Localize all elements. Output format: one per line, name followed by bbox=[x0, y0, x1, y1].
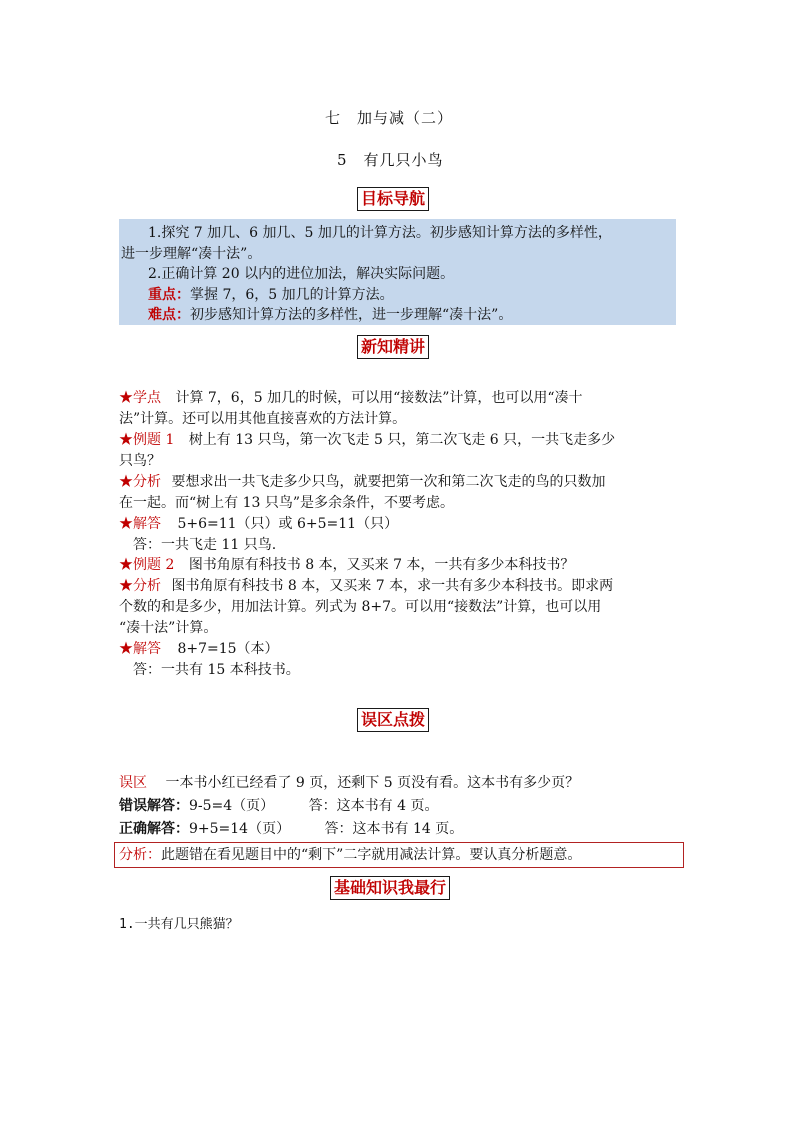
right-label: 正确解答： bbox=[119, 821, 189, 837]
sol1-label: ★解答 bbox=[119, 516, 161, 532]
wrong-text: 9-5=4（页） bbox=[189, 798, 275, 814]
knowledge-point-cont: 法”计算。还可以用其他直接喜欢的方法计算。 bbox=[119, 411, 407, 427]
analysis-2-cont2: “凑十法”计算。 bbox=[119, 620, 218, 636]
hard-text: 初步感知计算方法的多样性，进一步理解“凑十法”。 bbox=[190, 307, 513, 323]
section-mistake-title: 误区点拨 bbox=[357, 708, 429, 732]
mistake-question bbox=[119, 774, 579, 792]
goal-item-1: 1.探究 7 加几、6 加几、5 加几的计算方法。初步感知计算方法的多样性， bbox=[148, 225, 612, 241]
hard-label: 难点： bbox=[148, 307, 190, 323]
sol2-label: ★解答 bbox=[119, 641, 161, 657]
ex2-text: 图书角原有科技书 8 本，又买来 7 本，一共有多少本科技书？ bbox=[188, 557, 575, 573]
right-text: 9+5=14（页） bbox=[189, 821, 291, 837]
goal-key-point bbox=[148, 286, 394, 304]
wrong-answer: 答：这本书有 4 页。 bbox=[308, 798, 439, 814]
analysis-1-cont: 在一起。而“树上有 13 只鸟”是多余条件，不要考虑。 bbox=[119, 495, 455, 511]
goal-hard-point bbox=[148, 306, 512, 324]
chapter-title: 七 加与减（二） bbox=[325, 109, 454, 127]
mistake-question-text: 一本书小红已经看了 9 页，还剩下 5 页没有看。这本书有多少页？ bbox=[165, 775, 580, 791]
goal-item-1-cont: 进一步理解“凑十法”。 bbox=[121, 246, 262, 262]
right-answer: 答：这本书有 14 页。 bbox=[324, 821, 464, 837]
analysis-text: 此题错在看见题目中的“剩下”二字就用减法计算。要认真分析题意。 bbox=[161, 847, 582, 863]
wrong-solution bbox=[119, 797, 438, 815]
wrong-label: 错误解答： bbox=[119, 798, 189, 814]
sol2-text: 8+7=15（本） bbox=[177, 641, 279, 657]
right-solution bbox=[119, 820, 463, 838]
an2-text: 图书角原有科技书 8 本，又买来 7 本，求一共有多少本科技书。即求两 bbox=[171, 578, 614, 594]
ex1-label: ★例题 1 bbox=[119, 432, 175, 448]
an1-text: 要想求出一共飞走多少只鸟，就要把第一次和第二次飞走的鸟的只数加 bbox=[171, 474, 606, 490]
section-goal-title: 目标导航 bbox=[357, 187, 429, 211]
lesson-title: 5 有几只小鸟 bbox=[337, 151, 444, 169]
analysis-2 bbox=[119, 577, 613, 595]
practice-question-1: 1.一共有几只熊猫？ bbox=[119, 917, 239, 932]
analysis-label: 分析： bbox=[119, 847, 161, 863]
section-knowledge-title: 新知精讲 bbox=[357, 335, 429, 359]
point-label: ★学点 bbox=[119, 390, 161, 406]
section-practice-title: 基础知识我最行 bbox=[330, 876, 450, 900]
mistake-label: 误区 bbox=[119, 775, 147, 791]
example-1 bbox=[119, 431, 615, 449]
goal-item-2: 2.正确计算 20 以内的进位加法，解决实际问题。 bbox=[148, 266, 455, 282]
solution-1 bbox=[119, 515, 398, 533]
knowledge-point bbox=[119, 389, 583, 407]
key-text: 掌握 7，6，5 加几的计算方法。 bbox=[190, 287, 394, 303]
answer-2: 答：一共有 15 本科技书。 bbox=[133, 662, 300, 678]
ex1-text: 树上有 13 只鸟，第一次飞走 5 只，第二次飞走 6 只，一共飞走多少 bbox=[188, 432, 616, 448]
example-2 bbox=[119, 556, 574, 574]
point-text: 计算 7，6，5 加几的时候，可以用“接数法”计算，也可以用“凑十 bbox=[175, 390, 583, 406]
analysis-2-cont: 个数的和是多少，用加法计算。列式为 8+7。可以用“接数法”计算，也可以用 bbox=[119, 599, 602, 615]
example-1-cont: 只鸟？ bbox=[119, 453, 161, 469]
analysis-1 bbox=[119, 473, 605, 491]
answer-1: 答：一共飞走 11 只鸟. bbox=[133, 537, 277, 553]
an1-label: ★分析 bbox=[119, 474, 161, 490]
key-label: 重点： bbox=[148, 287, 190, 303]
sol1-text: 5+6=11（只）或 6+5=11（只） bbox=[177, 516, 399, 532]
an2-label: ★分析 bbox=[119, 578, 161, 594]
ex2-label: ★例题 2 bbox=[119, 557, 175, 573]
mistake-analysis bbox=[119, 846, 581, 864]
solution-2 bbox=[119, 640, 279, 658]
